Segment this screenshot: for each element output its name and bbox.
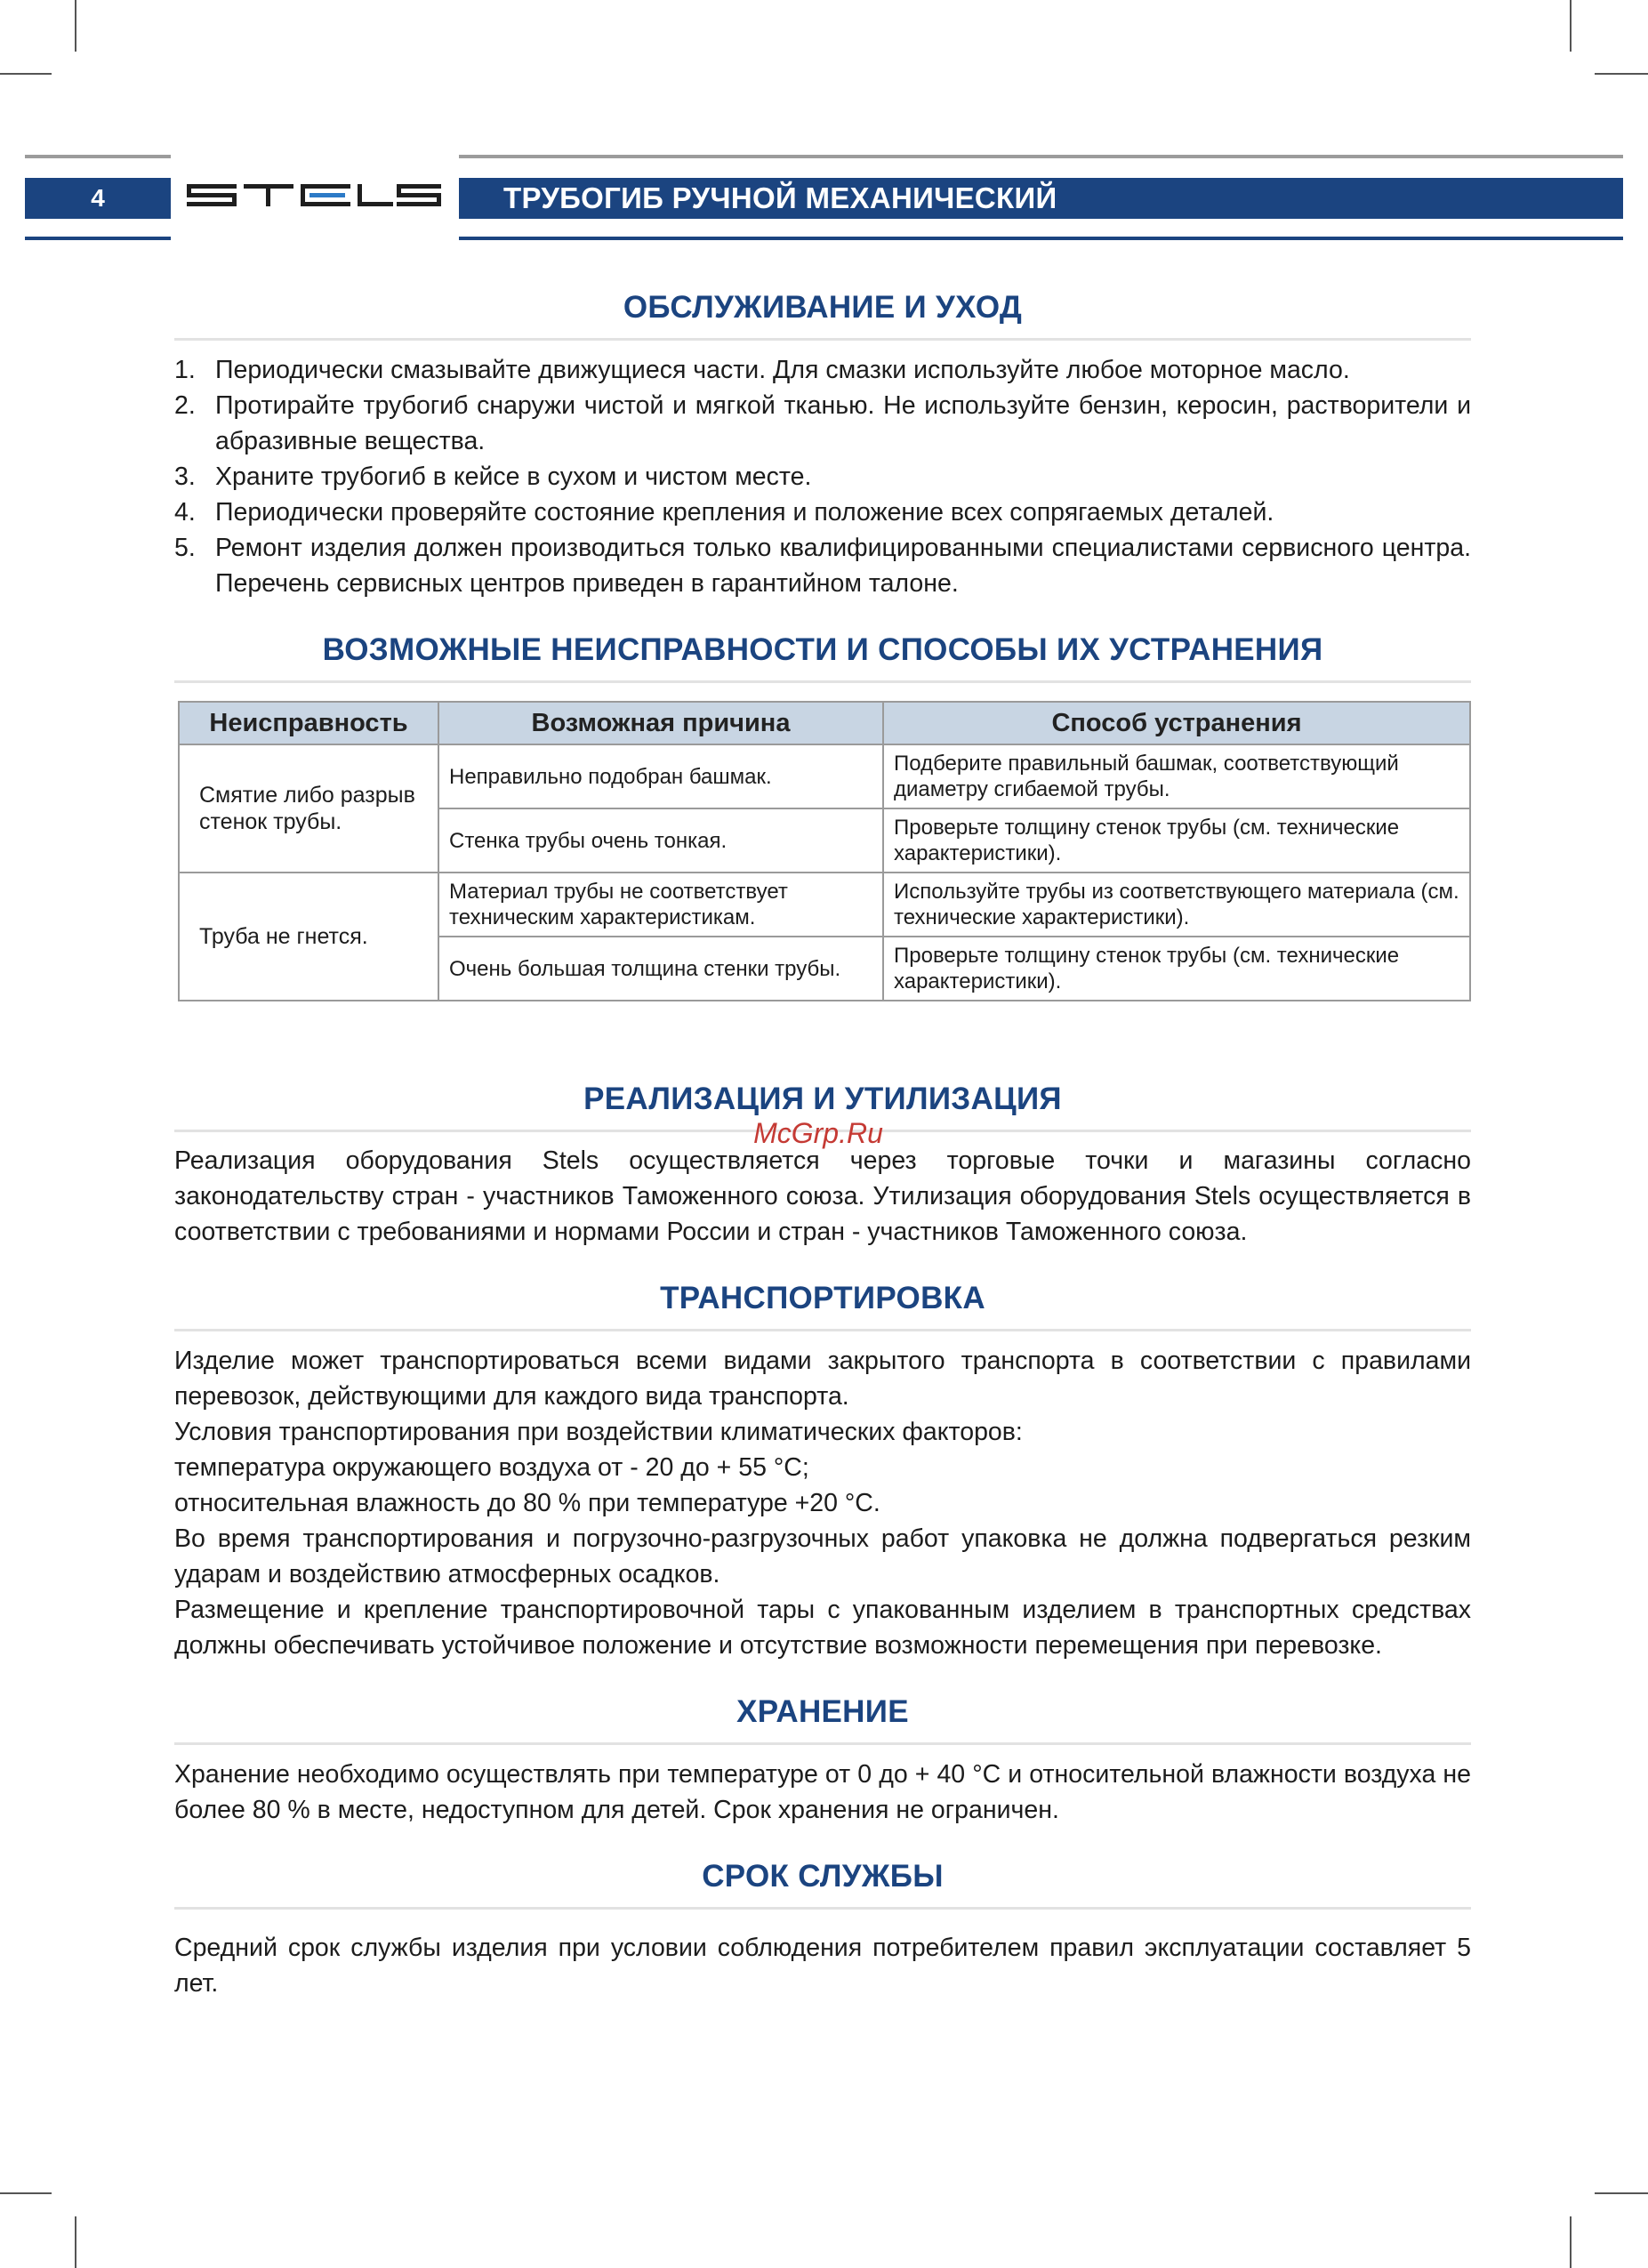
section-title-faults: ВОЗМОЖНЫЕ НЕИСПРАВНОСТИ И СПОСОБЫ ИХ УСТРАНЕНИЯ [322, 632, 1323, 667]
transport-text [174, 1343, 1471, 1663]
service-life-text: Средний срок службы изделия при условии соблюдения потребителем правил эксплуатации составляет 5 лет. [174, 1934, 1471, 1998]
section-title-transport: ТРАНСПОРТИРОВКА [660, 1281, 985, 1315]
cause-cell: Материал трубы не соответствует техническим характеристикам. [438, 873, 883, 937]
fault-cell: Труба не гнется. [179, 873, 438, 1001]
crop-mark [1570, 0, 1572, 52]
section-rule [174, 1742, 1471, 1745]
remedy-cell: Проверьте толщину стенок трубы (см. технические характеристики). [883, 937, 1470, 1001]
header-top-line-left [25, 155, 171, 158]
table-row [179, 873, 1470, 937]
column-header: Неисправность [179, 702, 438, 744]
section-title-service-life: СРОК СЛУЖБЫ [702, 1859, 944, 1894]
cause-cell: Очень большая толщина стенки трубы. [438, 937, 883, 1001]
list-item: 1. Периодически смазывайте движущиеся части. Для смазки используйте любое моторное масло. [174, 356, 1350, 384]
list-item: 2. Протирайте трубогиб снаружи чистой и мягкой тканью. Не используйте бензин, керосин, растворители и абразивные вещества. [174, 391, 1471, 455]
remedy-cell: Используйте трубы из соответствующего материала (см. технические характеристики). [883, 873, 1470, 937]
care-list [174, 352, 1471, 601]
paragraph: Изделие может транспортироваться всеми видами закрытого транспорта в соответствии с правилами перевозок, действующими для каждого вида транспорта. [174, 1347, 1471, 1411]
faults-table [178, 701, 1471, 1001]
paragraph: Во время транспортирования и погрузочно-разгрузочных работ упаковка не должна подвергаться резким ударам и воздействию атмосферных осадков. [174, 1524, 1471, 1588]
table-row [179, 744, 1470, 808]
header-top-line-right [459, 155, 1623, 158]
list-item: 5. Ремонт изделия должен производиться только квалифицированными специалистами сервисного центра. Перечень сервисных центров приведен в гарантийном талоне. [174, 534, 1471, 598]
watermark: McGrp.Ru [753, 1117, 883, 1149]
remedy-cell: Подберите правильный башмак, соответствующий диаметру сгибаемой трубы. [883, 744, 1470, 808]
realization-text: Реализация оборудования Stels осуществляется через торговые точки и магазины согласно законодательству стран - участников Таможенного союза. Утилизация оборудования Stels осуществляется в соответствии с требованиями и нормами России и стран - участников Таможенного союза. [174, 1146, 1471, 1246]
section-rule [174, 1329, 1471, 1331]
stels-logo [185, 178, 443, 213]
crop-mark [0, 2192, 52, 2194]
cause-cell: Стенка трубы очень тонкая. [438, 808, 883, 873]
crop-mark [1595, 73, 1648, 75]
column-header: Возможная причина [438, 702, 883, 744]
crop-mark [1595, 2192, 1648, 2194]
paragraph: Условия транспортирования при воздействии климатических факторов: [174, 1418, 1023, 1446]
storage-text: Хранение необходимо осуществлять при температуре от 0 до + 40 °С и относительной влажности воздуха не более 80 % в месте, недоступном для детей. Срок хранения не ограничен. [174, 1760, 1471, 1824]
section-rule [174, 680, 1471, 683]
paragraph: относительная влажность до 80 % при температуре +20 °С. [174, 1489, 880, 1517]
document-title: ТРУБОГИБ РУЧНОЙ МЕХАНИЧЕСКИЙ [503, 181, 1057, 214]
header-underline-left [25, 237, 171, 240]
cause-cell: Неправильно подобран башмак. [438, 744, 883, 808]
paragraph: Размещение и крепление транспортировочной тары с упакованным изделием в транспортных средствах должны обеспечивать устойчивое положение и отсутствие возможности перемещения при перевозке. [174, 1596, 1471, 1660]
remedy-cell: Проверьте толщину стенок трубы (см. технические характеристики). [883, 808, 1470, 873]
fault-cell: Смятие либо разрыв стенок трубы. [179, 744, 438, 873]
header-underline-right [459, 237, 1623, 240]
page-number: 4 [91, 184, 105, 212]
list-item: 4. Периодически проверяйте состояние крепления и положение всех сопрягаемых деталей. [174, 498, 1274, 527]
section-rule [174, 338, 1471, 341]
paragraph: температура окружающего воздуха от - 20 до + 55 °С; [174, 1453, 809, 1482]
table-header-row [179, 702, 1470, 744]
crop-mark [1570, 2216, 1572, 2268]
column-header: Способ устранения [883, 702, 1470, 744]
section-rule [174, 1907, 1471, 1910]
list-item: 3. Храните трубогиб в кейсе в сухом и чистом месте. [174, 462, 812, 491]
crop-mark [0, 73, 52, 75]
section-title-realization: РЕАЛИЗАЦИЯ И УТИЛИЗАЦИЯ [583, 1082, 1062, 1116]
crop-mark [75, 2216, 76, 2268]
crop-mark [75, 0, 76, 52]
section-title-care: ОБСЛУЖИВАНИЕ И УХОД [623, 290, 1023, 325]
section-title-storage: ХРАНЕНИЕ [736, 1694, 909, 1729]
